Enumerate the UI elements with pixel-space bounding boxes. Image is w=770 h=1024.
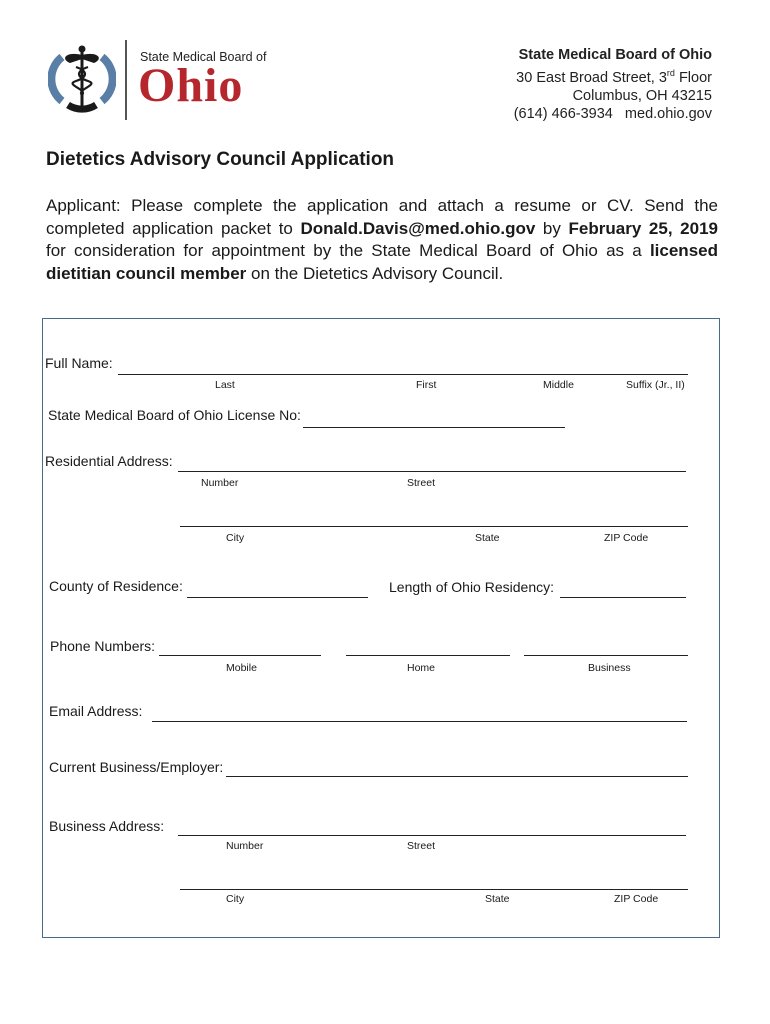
deadline-date: February 25, 2019: [568, 218, 718, 238]
document-title: Dietetics Advisory Council Application: [46, 149, 395, 170]
organization-contact: (614) 466-3934 med.ohio.gov: [513, 105, 712, 122]
residential-address-label: Residential Address:: [45, 453, 173, 469]
county-field[interactable]: [187, 597, 368, 598]
full-name-first-caption: First: [416, 379, 437, 391]
county-label: County of Residence:: [49, 578, 183, 594]
contact-email: Donald.Davis@med.ohio.gov: [300, 218, 536, 238]
phone-mobile-caption: Mobile: [226, 662, 257, 674]
business-zip-caption: ZIP Code: [614, 893, 659, 905]
residency-length-label: Length of Ohio Residency:: [389, 579, 554, 595]
employer-field[interactable]: [226, 776, 688, 777]
business-number-caption: Number: [226, 840, 264, 852]
full-name-label: Full Name:: [45, 355, 113, 371]
residential-address-line-1-field[interactable]: [178, 471, 686, 472]
residential-city-caption: City: [226, 532, 245, 544]
business-address-line-1-field[interactable]: [178, 835, 686, 836]
residential-zip-caption: ZIP Code: [604, 532, 649, 544]
license-label: State Medical Board of Ohio License No:: [48, 407, 301, 423]
organization-street: 30 East Broad Street, 3rd Floor: [516, 68, 712, 86]
residency-length-field[interactable]: [560, 597, 686, 598]
phone-numbers-label: Phone Numbers:: [50, 638, 156, 654]
email-address-field[interactable]: [152, 721, 687, 722]
logo-ohio-text: Ohio: [138, 59, 244, 112]
residential-state-caption: State: [475, 532, 500, 544]
logo-top-text: State Medical Board of: [140, 50, 267, 64]
full-name-field[interactable]: [118, 374, 688, 375]
residential-street-caption: Street: [407, 477, 436, 489]
full-name-last-caption: Last: [215, 379, 235, 391]
full-name-suffix-caption: Suffix (Jr., II): [626, 379, 685, 391]
business-address-line-2-field[interactable]: [180, 889, 688, 890]
organization-city: Columbus, OH 43215: [572, 87, 712, 104]
organization-name: State Medical Board of Ohio: [518, 47, 712, 63]
phone-mobile-field[interactable]: [159, 655, 321, 656]
full-name-middle-caption: Middle: [543, 379, 574, 391]
intro-paragraph: Applicant: Please complete the application and attach a resume or CV. Send the completed application packet to Donald.Davis@med.ohio.gov by February 25, 2019 for consideration for appointment by the State Medical Board of Ohio as a licensed dietitian council member on the Dietetics Advisory Council.: [46, 196, 718, 283]
business-address-label: Business Address:: [49, 818, 165, 834]
phone-home-field[interactable]: [346, 655, 510, 656]
email-address-label: Email Address:: [49, 703, 143, 719]
license-number-field[interactable]: [303, 427, 565, 428]
business-state-caption: State: [485, 893, 510, 905]
business-street-caption: Street: [407, 840, 436, 852]
phone-business-field[interactable]: [524, 655, 688, 656]
phone-business-caption: Business: [588, 662, 631, 674]
council-role: licensed dietitian council member: [46, 241, 718, 283]
residential-address-line-2-field[interactable]: [180, 526, 688, 527]
organization-address-block: [514, 46, 712, 123]
employer-label: Current Business/Employer:: [49, 759, 224, 775]
business-city-caption: City: [226, 893, 245, 905]
caduceus-seal-icon: [48, 43, 116, 115]
residential-number-caption: Number: [201, 477, 239, 489]
logo-divider: [125, 40, 127, 120]
phone-home-caption: Home: [407, 662, 436, 674]
